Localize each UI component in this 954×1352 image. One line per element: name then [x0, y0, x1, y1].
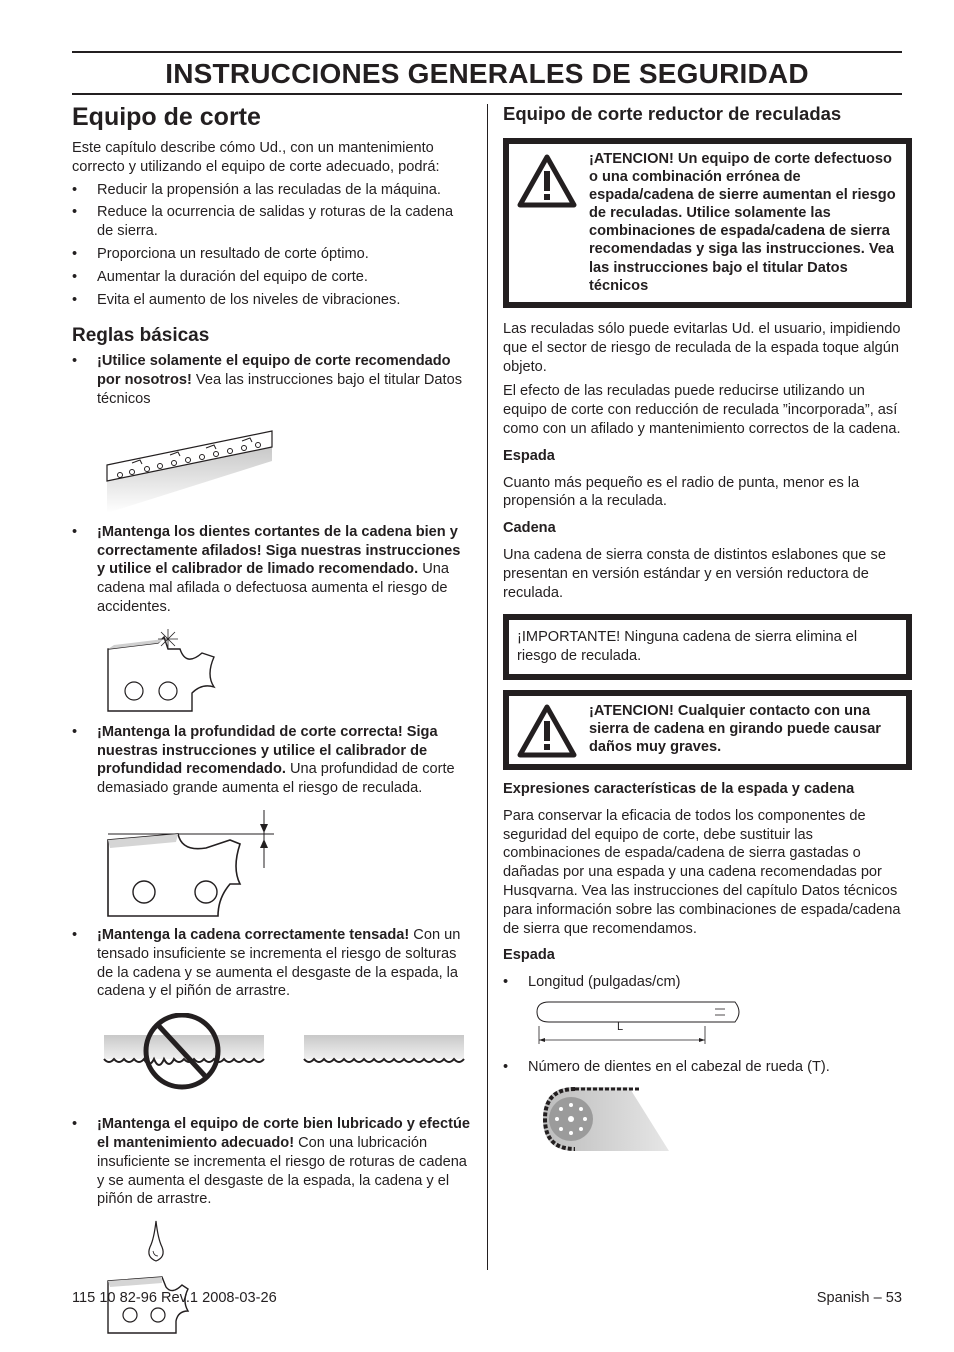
tooth-sharp-illustration — [106, 627, 472, 715]
rules-list-4 — [72, 926, 472, 1001]
label-espada-2: Espada — [503, 947, 555, 964]
rule-bold: ¡Mantenga la profundidad de corte correcta! Siga nuestras instrucciones y utilice el calibrador de profundidad recomendado. — [97, 723, 438, 778]
rules-list-5 — [72, 1115, 472, 1209]
paragraph-expr: Para conservar la eficacia de todos los componentes de seguridad del equipo de corte, debe sustituir las combinaciones de espada/cadena de sierra gastadas o dañadas por una espada y una cadena recomendadas por Husqvarna. Vea las instrucciones del capítulo Datos técnicos para información sobre las combinaciones de espada/cadena de sierra que recomendamos. — [503, 807, 901, 937]
rule-bold: ¡Mantenga el equipo de corte bien lubricado y efectúe el mantenimiento adecuado! — [97, 1116, 471, 1151]
warning-triangle-icon — [517, 704, 577, 758]
important-text: ¡IMPORTANTE! Ninguna cadena de sierra elimina el riesgo de reculada. — [517, 629, 858, 665]
column-divider — [487, 104, 488, 1270]
list-item: • Proporciona un resultado de corte óptimo. — [72, 245, 472, 264]
left-column — [72, 100, 472, 1337]
paragraph-efecto: El efecto de las reculadas puede reducirse utilizando un equipo de corte con reducción de reculada ”incorporada”, así como con un afilado y mantenimiento correctos de la cadena. — [503, 383, 901, 437]
rule-text: Vea las instrucciones bajo el titular Datos técnicos — [97, 372, 462, 407]
bar-length-list — [503, 973, 903, 992]
section-heading-reglas: Reglas básicas — [72, 325, 210, 347]
rule-item-1 — [72, 352, 472, 408]
warning-text-1: ¡ATENCION! Un equipo de corte defectuoso o una combinación errónea de espada/cadena de sierre aumentan el riesgo de reculadas. Utilice solamente las combinaciones de espada/cadena de sierra recomendadas y siga las instrucciones. Vea las instrucciones bajo el titular Datos técnicos — [589, 151, 896, 294]
sprocket-illustration — [539, 1085, 903, 1155]
list-item: • Longitud (pulgadas/cm) — [503, 973, 903, 992]
rules-list — [72, 352, 472, 408]
rule-item-4 — [72, 926, 472, 1001]
footer-doc-number: 115 10 82-96 Rev.1 2008-03-26 — [72, 1290, 277, 1306]
rule-bold: ¡Utilice solamente el equipo de corte recomendado por nosotros! — [97, 353, 451, 389]
important-box — [503, 614, 912, 680]
warning-box-1 — [503, 138, 912, 308]
rule-text: Una cadena mal afilada o defectuosa aumenta el riesgo de accidentes. — [97, 561, 449, 615]
rule-bold: ¡Mantenga los dientes cortantes de la cadena bien y correctamente afilados! Siga nuestras instrucciones y utilice el calibrador de limado recomendado. — [97, 523, 461, 578]
rule-item-5 — [72, 1115, 472, 1209]
list-item: • Reduce la ocurrencia de salidas y roturas de la cadena de sierra. — [72, 203, 472, 241]
rule-bold: ¡Mantenga la cadena correctamente tensada! — [97, 926, 410, 943]
list-item: • Número de dientes en el cabezal de rueda (T). — [503, 1058, 903, 1077]
warning-text-2: ¡ATENCION! Cualquier contacto con una sierra de cadena en girando puede causar daños muy graves. — [589, 702, 881, 756]
paragraph-cadena: Una cadena de sierra consta de distintos eslabones que se presentan en versión estándar y en versión reductora de reculada. — [503, 546, 886, 601]
bar-length-label: L — [617, 1020, 624, 1033]
right-column — [503, 100, 903, 1155]
depth-gauge-illustration — [106, 808, 472, 918]
header-bottom-rule — [72, 93, 902, 95]
rule-text: Una profundidad de corte demasiado grande aumenta el riesgo de reculada. — [97, 761, 455, 797]
list-item: • Evita el aumento de los niveles de vibraciones. — [72, 291, 472, 310]
warning-triangle-icon — [517, 154, 577, 208]
paragraph-reculadas: Las reculadas sólo puede evitarlas Ud. el usuario, impidiendo que el sector de riesgo de reculada de la espada toque algún objeto. — [503, 321, 901, 375]
rule-text: Con una lubricación insuficiente se incrementa el riesgo de roturas de cadena y se aumenta el desgaste de la espada, la cadena y el piñón de arrastre. — [97, 1134, 467, 1208]
teeth-list — [503, 1058, 903, 1077]
list-item: • Reducir la propensión a las reculadas de la máquina. — [72, 181, 472, 200]
chain-illustration — [102, 421, 472, 513]
rule-item-2 — [72, 523, 472, 617]
rule-text: Con un tensado insuficiente se incrementa el riesgo de solturas de la cadena y se aumenta el desgaste de la espada, la cadena y el piñón de arrastre. — [97, 926, 461, 1000]
list-item: • Aumentar la duración del equipo de corte. — [72, 268, 472, 287]
label-cadena: Cadena — [503, 520, 556, 537]
chain-tension-illustration — [102, 1013, 472, 1105]
rules-list-2 — [72, 523, 472, 617]
warning-box-2 — [503, 690, 912, 770]
paragraph-espada: Cuanto más pequeño es el radio de punta, menor es la propensión a la reculada. — [503, 474, 860, 510]
label-espada: Espada — [503, 447, 555, 464]
bar-length-illustration — [535, 1000, 903, 1046]
section-heading-reductor: Equipo de corte reductor de reculadas — [503, 103, 842, 124]
rule-item-3 — [72, 723, 472, 798]
lubrication-illustration — [106, 1217, 472, 1337]
rules-list-3 — [72, 723, 472, 798]
header-top-rule — [72, 51, 902, 53]
section-heading-equipo: Equipo de corte — [72, 103, 261, 131]
footer-page-number: Spanish – 53 — [816, 1290, 902, 1306]
intro-paragraph: Este capítulo describe cómo Ud., con un mantenimiento correcto y utilizando el equipo de corte adecuado, podrá: — [72, 140, 440, 175]
expr-heading: Expresiones características de la espada y cadena — [503, 780, 855, 797]
intro-list — [72, 181, 472, 310]
page-title: INSTRUCCIONES GENERALES DE SEGURIDAD — [165, 58, 809, 89]
